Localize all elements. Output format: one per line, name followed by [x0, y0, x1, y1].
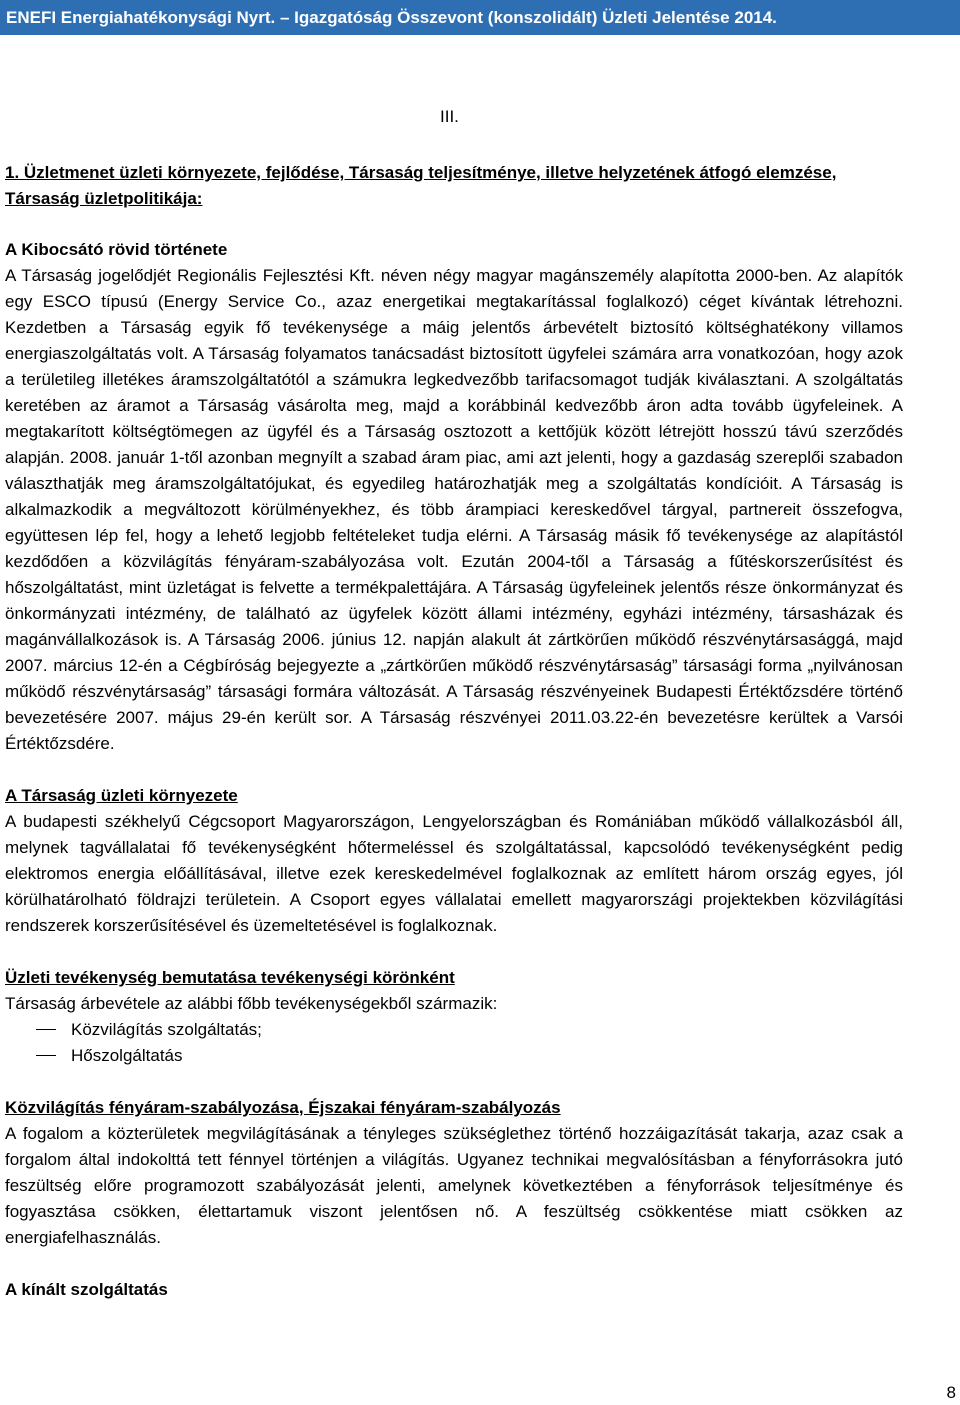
lighting-heading: Közvilágítás fényáram-szabályozása, Éjszakai fényáram-szabályozás — [5, 1098, 561, 1117]
history-heading: A Kibocsátó rövid története — [5, 240, 228, 259]
list-item — [5, 1043, 903, 1069]
history-paragraph: A Társaság jogelődjét Regionális Fejlesztési Kft. néven négy magyar magánszemély alapította 2000-ben. Az alapítók egy ESCO típusú (Energy Service Co., azaz energetikai megtakarítással foglalkozó) céget kívántak létrehozni. Kezdetben a Társaság egyik fő tevékenysége a máig jelentős árbevételt biztosító költséghatékony villamos energiaszolgáltatás volt. A Társaság folyamatos tanácsadást biztosított ügyfelei számára arra vonatkozóan, hogy azok a területileg illetékes áramszolgáltatótól a számukra legkedvezőbb tarifacsomagot tudják kiválasztani. A szolgáltatás keretében az áramot a Társaság vásárolta meg, majd a korábbinál kedvezőbb áron adta tovább ügyfeleinek. A megtakarított költségtömegen az ügyfél és a Társaság osztozott a kettőjük között létrejött hosszú távú szerződés alapján. 2008. január 1-től azonban megnyílt a szabad áram piac, ami azt jelenti, hogy a gazdaság szereplői szabadon választhatják meg áramszolgáltatójukat, és egyedileg határozhatják meg a szolgáltatás kondícióit. A Társaság is alkalmazkodik a megváltozott körülményekhez, és több árampiaci kereskedővel tárgyal, partnereit összefogva, együttesen lép fel, hogy a lehető legjobb feltételeket tudja elérni. A Társaság másik fő tevékenysége az alapítástól kezdődően a közvilágítás fényáram-szabályozása volt. Ezután 2004-től a Társaság a fűtéskorszerűsítést és hőszolgáltatást, mint üzletágat is felvette a termékpalettájára. A Társaság ügyfeleinek jelentős része önkormányzat és önkormányzati intézmény, de található az ügyfelek között állami intézmény, egyházi intézmény, társasházak és magánvállalkozások is. A Társaság 2006. június 12. napján alakult át zártkörűen működő részvénytársasággá, majd 2007. március 12-én a Cégbíróság bejegyezte a „zártkörűen működő részvénytársaság” társasági forma „nyilvánosan működő részvénytársaság” társasági formára változását. A Társaság részvényeinek Budapesti Értéktőzsdére történő bevezetésére 2007. május 29-én került sor. A Társaság részvényei 2011.03.22-én bevezetésre kerültek a Varsói Értéktőzsdére. — [5, 266, 903, 753]
dash-bullet-icon — [36, 1055, 56, 1056]
activity-intro: Társaság árbevétele az alábbi főbb tevékenységekből származik: — [5, 994, 498, 1013]
dash-bullet-icon — [36, 1029, 56, 1030]
list-item — [5, 1017, 903, 1043]
section-1-title: 1. Üzletmenet üzleti környezete, fejlődése, Társaság teljesítménye, illetve helyzetének átfogó elemzése, Társaság üzletpolitikája: — [5, 163, 837, 208]
spacer — [5, 212, 903, 237]
document-header — [0, 0, 960, 35]
environment-paragraph: A budapesti székhelyű Cégcsoport Magyarországon, Lengyelországban és Romániában működő vállalkozásból áll, melynek tagvállalatai fő tevékenységként hőtermeléssel és szolgáltatással, kapcsolódó tevékenységként pedig elektromos energia előállításával, illetve ezek kereskedelmével foglalkoznak az említett három ország egyes, jól körülhatárolható földrajzi területein. A Csoport egyes vállalatai emellett magyarországi projektekben közvilágítási rendszerek korszerűsítésével és üzemeltetésével is foglalkoznak. — [5, 812, 903, 935]
spacer — [5, 1069, 903, 1095]
spacer — [5, 1251, 903, 1277]
section-number: III. — [440, 107, 459, 126]
list-item-label: Hőszolgáltatás — [71, 1046, 183, 1065]
document-header-title: ENEFI Energiahatékonysági Nyrt. – Igazgatóság Összevont (konszolidált) Üzleti Jelentése 2014. — [6, 8, 777, 27]
document-body — [5, 160, 903, 1303]
activity-list — [5, 1017, 903, 1069]
lighting-paragraph: A fogalom a közterületek megvilágításának a tényleges szükséglethez történő hozzáigazítását takarja, azaz csak a forgalom által indokolttá tett fénnyel történjen a világítás. Ugyanez technikai megvalósításban a fényforrásokra jutó feszültség előre programozott szabályozását jelenti, amelynek következtében a fényforrások teljesítménye és fogyasztása csökken, élettartamuk viszont jelentősen nő. A feszültség csökkentése miatt csökken az energiafelhasználás. — [5, 1124, 903, 1247]
page-number: 8 — [946, 1383, 956, 1402]
activity-heading: Üzleti tevékenység bemutatása tevékenységi körönként — [5, 968, 455, 987]
list-item-label: Közvilágítás szolgáltatás; — [71, 1020, 262, 1039]
spacer — [5, 757, 903, 783]
environment-heading: A Társaság üzleti környezete — [5, 786, 238, 805]
spacer — [5, 939, 903, 965]
offer-heading: A kínált szolgáltatás — [5, 1280, 168, 1299]
